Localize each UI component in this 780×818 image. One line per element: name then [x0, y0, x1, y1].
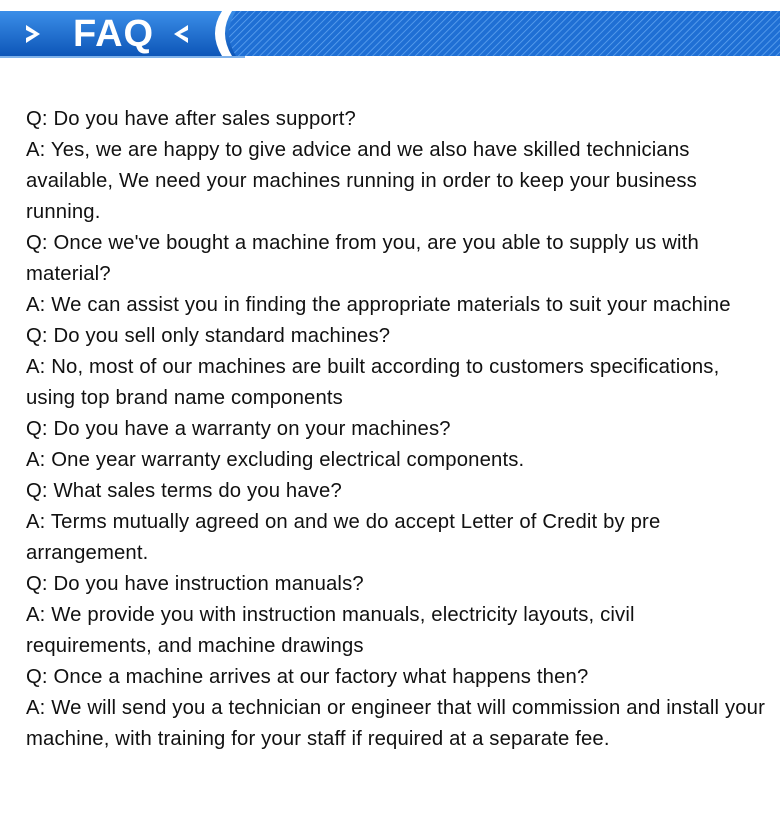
faq-item — [26, 569, 766, 662]
faq-question: Q: What sales terms do you have? — [26, 480, 342, 502]
faq-question: Q: Once we've bought a machine from you, are you able to supply us with material? — [26, 232, 699, 285]
faq-answer: A: We provide you with instruction manuals, electricity layouts, civil requirements, and machine drawings — [26, 604, 635, 657]
faq-question: Q: Do you sell only standard machines? — [26, 325, 391, 347]
faq-answer: A: One year warranty excluding electrical components. — [26, 449, 525, 471]
faq-answer: A: We can assist you in finding the appropriate materials to suit your machine — [26, 294, 731, 316]
faq-answer: A: We will send you a technician or engineer that will commission and install your machine, with training for your staff if required at a separate fee. — [26, 697, 766, 750]
faq-question: Q: Do you have a warranty on your machines? — [26, 418, 451, 440]
faq-item — [26, 321, 766, 414]
faq-item — [26, 662, 766, 755]
faq-list — [26, 104, 766, 755]
faq-question: Q: Do you have instruction manuals? — [26, 573, 364, 595]
faq-header-banner — [0, 11, 780, 59]
faq-answer: A: Yes, we are happy to give advice and we also have skilled technicians available, We need your machines running in order to keep your business running. — [26, 139, 697, 223]
faq-answer: A: Terms mutually agreed on and we do accept Letter of Credit by pre arrangement. — [26, 511, 661, 564]
faq-item — [26, 414, 766, 476]
faq-question: Q: Do you have after sales support? — [26, 108, 356, 130]
faq-question: Q: Once a machine arrives at our factory what happens then? — [26, 666, 589, 688]
faq-item — [26, 476, 766, 569]
faq-answer: A: No, most of our machines are built according to customers specifications, using top brand name components — [26, 356, 720, 409]
faq-item — [26, 228, 766, 321]
faq-title: FAQ — [73, 13, 155, 55]
faq-item — [26, 104, 766, 228]
